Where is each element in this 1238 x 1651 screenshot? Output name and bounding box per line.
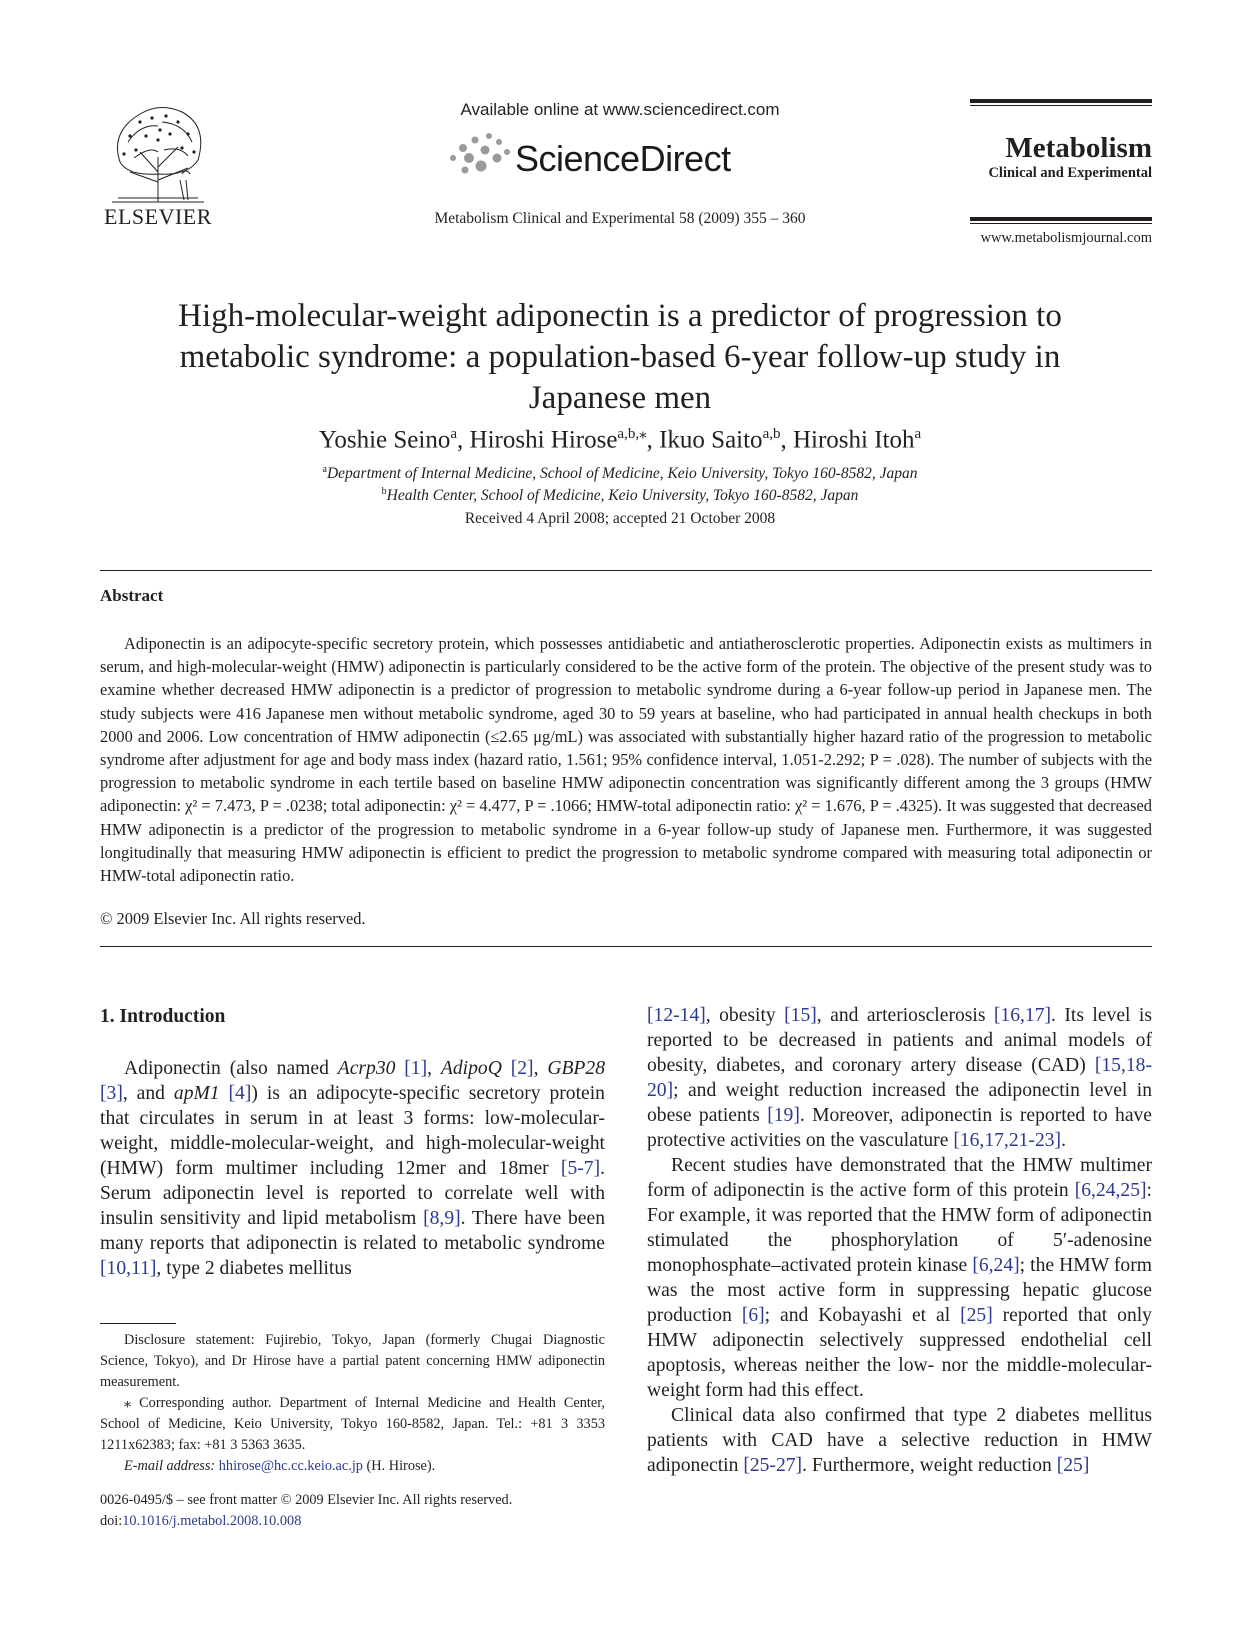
citation-link[interactable]: [5-7] — [560, 1158, 601, 1179]
doi-label: doi: — [100, 1513, 123, 1529]
journal-bottom-rule — [970, 217, 1152, 224]
body-text: , — [533, 1058, 548, 1079]
body-text: , and arteriosclerosis — [816, 1005, 994, 1026]
body-text: ; and Kobayashi et al — [764, 1305, 961, 1326]
body-text: . Serum adiponectin level is reported to correlate well with insulin sensitivity and lipid metabolism — [100, 1158, 605, 1229]
citation-link[interactable]: [8,9] — [423, 1208, 461, 1229]
abstract-text: Adiponectin is an adipocyte-specific secretory protein, which possesses antidiabetic and antiatherosclerotic properties. Adiponectin exists as multimers in serum, and high-molecular-weight (HMW) adiponectin is particularly considered to be the active form of the protein. The objective of the present study was to examine whether decreased HMW adiponectin is a predictor of progression to metabolic syndrome during a 6-year follow-up period in Japanese men. The study subjects were 416 Japanese men without metabolic syndrome, aged 30 to 59 years at baseline, who had participated in annual health checkups in both 2000 and 2006. Low concentration of HMW adiponectin (≤2.65 μg/mL) was associated with substantially higher hazard ratio of the progression to metabolic syndrome after adjustment for age and body mass index (hazard ratio, 1.561; 95% confidence interval, 1.051-2.292; P = .028). The number of subjects with the progression to metabolic syndrome in each tertile based on baseline HMW adiponectin concentration was significantly different among the 3 groups (HMW adiponectin: χ² = 7.473, P = .0238; total adiponectin: χ² = 4.477, P = .1066; HMW-total adiponectin ratio: χ² = 1.676, P = .4325). It was suggested that decreased HMW adiponectin is a predictor of the progression to metabolic syndrome in a 6-year follow-up study of Japanese men. Furthermore, it was suggested longitudinally that measuring HMW adiponectin is efficient to predict the progression to metabolic syndrome compared with measuring total adiponectin or HMW-total adiponectin ratio. — [100, 634, 1152, 886]
body-text: . Moreover, adiponectin is reported to have protective activities on the vasculature — [647, 1105, 1153, 1151]
front-matter-text: 0026-0495/$ – see front matter © 2009 Elsevier Inc. All rights reserved. — [100, 1492, 513, 1508]
right-column — [647, 1003, 1152, 1478]
article-title: High-molecular-weight adiponectin is a predictor of progression to metabolic syndrome: a population-based 6-year follow-up study in Japanese men — [178, 298, 1062, 416]
body-text: , — [427, 1058, 441, 1079]
email-link[interactable]: hhirose@hc.cc.keio.ac.jp — [218, 1458, 363, 1474]
citation-link[interactable]: [6] — [741, 1305, 765, 1326]
disclosure-footnote: Disclosure statement: Fujirebio, Tokyo, Japan (formerly Chugai Diagnostic Science, Tokyo), and Dr Hirose have a partial patent concerning HMW adiponectin measurement. — [100, 1332, 605, 1390]
author-name: Hiroshi Itoh — [792, 426, 915, 454]
email-suffix: (H. Hirose). — [362, 1458, 436, 1474]
available-online-text: Available online at www.sciencedirect.com — [460, 100, 780, 119]
body-text — [502, 1058, 511, 1079]
body-text: , and — [122, 1083, 174, 1104]
footnotes — [100, 1330, 605, 1477]
received-dates: Received 4 April 2008; accepted 21 October 2008 — [464, 510, 776, 527]
journal-top-rule — [970, 99, 1152, 106]
elsevier-tree-logo — [100, 102, 216, 212]
citation-link[interactable]: [6,24] — [972, 1255, 1020, 1276]
body-text: ) is an adipocyte-specific secretory protein that circulates in serum in at least 3 forms: low-molecular-weight, middle-molecular-weight, and high-molecular-weight (HMW) form multimer including 12mer and 18mer — [100, 1083, 605, 1179]
body-text: , obesity — [705, 1005, 785, 1026]
abstract-top-divider — [100, 570, 1152, 571]
body-text: . — [1061, 1130, 1066, 1151]
citation-link[interactable]: [3] — [100, 1083, 123, 1104]
section-heading-introduction: 1. Introduction — [100, 1006, 226, 1027]
citation-link[interactable]: [25] — [960, 1305, 993, 1326]
author-affiliation-marker: a — [450, 426, 458, 442]
body-paragraph — [647, 1403, 1152, 1478]
citation-link[interactable]: [4] — [228, 1083, 252, 1104]
citation-link[interactable]: [15,18-20] — [647, 1055, 1152, 1101]
body-text: ; the HMW form was the most active form in suppressing hepatic glucose production — [647, 1255, 1152, 1326]
body-text — [395, 1058, 404, 1079]
author-list — [120, 424, 1120, 454]
elsevier-wordmark: ELSEVIER — [104, 204, 212, 229]
gene-name: AdipoQ — [440, 1058, 502, 1079]
gene-name: apM1 — [173, 1083, 220, 1104]
author-name: Yoshie Seino — [318, 426, 451, 454]
body-text — [220, 1083, 229, 1104]
citation-link[interactable]: [12-14] — [647, 1005, 706, 1026]
body-text: Recent studies have demonstrated that the HMW multimer form of adiponectin is the active form of this protein — [647, 1155, 1152, 1201]
author-affiliation-marker: a — [914, 426, 922, 442]
email-label: E-mail address: — [124, 1458, 216, 1474]
citation-link[interactable]: [15] — [784, 1005, 817, 1026]
front-matter — [100, 1490, 512, 1532]
affiliation-b — [120, 486, 1120, 505]
journal-citation: Metabolism Clinical and Experimental 58 (2009) 355 – 360 — [434, 210, 806, 227]
body-text: . Furthermore, weight reduction — [802, 1455, 1057, 1476]
body-paragraph — [647, 1153, 1152, 1403]
body-text: Adiponectin (also named — [124, 1058, 338, 1079]
gene-name: Acrp30 — [337, 1058, 396, 1079]
body-text: , type 2 diabetes mellitus — [156, 1258, 352, 1279]
author-name: Ikuo Saito — [659, 426, 763, 454]
journal-url-link[interactable]: www.metabolismjournal.com — [980, 230, 1152, 246]
body-text: . Its level is reported to be decreased in patients and animal models of obesity, diabetes, and coronary artery disease (CAD) — [647, 1005, 1152, 1076]
body-text: reported that only HMW adiponectin selectively suppressed endothelial cell apoptosis, whereas neither the low- nor the middle-molecular-weight form had this effect. — [647, 1305, 1152, 1401]
body-text: ; and weight reduction increased the adiponectin level in obese patients — [647, 1080, 1152, 1126]
abstract-body — [100, 632, 1152, 887]
body-paragraph — [647, 1003, 1152, 1153]
citation-link[interactable]: [16,17] — [993, 1005, 1052, 1026]
body-text: . There have been many reports that adiponectin is related to metabolic syndrome — [100, 1208, 605, 1254]
author-affiliation-marker: a,b,⁎ — [617, 426, 647, 442]
citation-link[interactable]: [1] — [404, 1058, 428, 1079]
affiliation-b-marker: b — [381, 486, 387, 497]
email-footnote — [100, 1456, 605, 1477]
author-name: Hiroshi Hirose — [469, 426, 618, 454]
affiliation-a — [120, 464, 1120, 483]
citation-link[interactable]: [10,11] — [100, 1258, 157, 1279]
abstract-copyright: © 2009 Elsevier Inc. All rights reserved. — [100, 909, 366, 928]
citation-link[interactable]: [25-27] — [743, 1455, 803, 1476]
author-affiliation-marker: a,b — [762, 426, 781, 442]
doi-link[interactable]: 10.1016/j.metabol.2008.10.008 — [122, 1513, 302, 1529]
citation-link[interactable]: [25] — [1056, 1455, 1090, 1476]
body-text: : For example, it was reported that the HMW form of adiponectin stimulated the phosphorylation of 5′-adenosine monophosphate–activated protein kinase — [647, 1180, 1152, 1276]
abstract-heading: Abstract — [100, 586, 164, 605]
citation-link[interactable]: [19] — [767, 1105, 800, 1126]
footnote-rule — [100, 1323, 176, 1324]
journal-subtitle: Clinical and Experimental — [988, 165, 1152, 181]
doi-line — [100, 1511, 512, 1532]
corresponding-author-footnote: ⁎ Corresponding author. Department of Internal Medicine and Health Center, School of Medicine, Keio University, Tokyo 160-8582, Japan. Tel.: +81 3 3353 1211x62383; fax: +81 3 5363 3635. — [100, 1395, 605, 1453]
citation-link[interactable]: [6,24,25] — [1074, 1180, 1147, 1201]
journal-name: Metabolism — [1005, 132, 1152, 164]
author-separator: , — [457, 426, 470, 454]
body-paragraph — [100, 1056, 605, 1281]
sciencedirect-wordmark: ScienceDirect — [515, 138, 731, 179]
body-text: Clinical data also confirmed that type 2 diabetes mellitus patients with CAD have a selective reduction in HMW adiponectin — [647, 1405, 1152, 1476]
author-separator: , — [780, 426, 793, 454]
affiliation-a-text: Department of Internal Medicine, School of Medicine, Keio University, Tokyo 160-8582, Japan — [326, 465, 918, 483]
affiliation-b-text: Health Center, School of Medicine, Keio University, Tokyo 160-8582, Japan — [386, 487, 859, 505]
left-column — [100, 1056, 605, 1281]
citation-link[interactable]: [2] — [510, 1058, 534, 1079]
author-separator: , — [646, 426, 660, 454]
affiliation-a-marker: a — [322, 464, 327, 475]
citation-link[interactable]: [16,17,21-23] — [953, 1130, 1062, 1151]
gene-name: GBP28 — [547, 1058, 605, 1079]
abstract-bottom-divider — [100, 946, 1152, 947]
